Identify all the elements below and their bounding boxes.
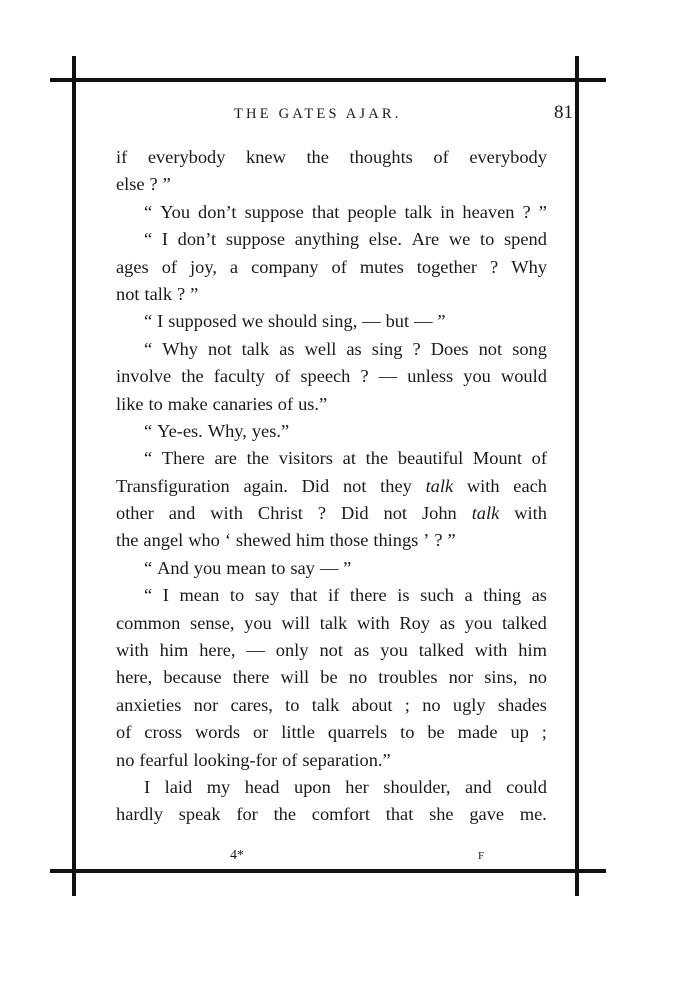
text-line: “ I don’t suppose anything else. Are we to spend — [144, 229, 547, 250]
text-line: “ And you mean to say — ” — [144, 557, 352, 578]
page-number: 81 — [554, 102, 573, 123]
right-rule — [575, 56, 579, 896]
body-text — [116, 144, 547, 829]
text-line: “ I mean to say that if there is such a thing as — [144, 585, 547, 606]
running-head — [74, 102, 579, 132]
text-line: if everybody knew the thoughts of everybody — [116, 147, 547, 167]
signature-letter: F — [478, 850, 485, 862]
text-line: “ Ye-es. Why, yes.” — [144, 420, 290, 441]
signature-mark: 4* — [230, 848, 244, 863]
text-line: the angel who ‘ shewed him those things ’ ? ” — [116, 530, 456, 551]
text-line: common sense, you will talk with Roy as you talked — [116, 612, 547, 633]
text-line: not talk ? ” — [116, 283, 199, 304]
running-title: THE GATES AJAR. — [234, 106, 402, 122]
text-line: ages of joy, a company of mutes together ? Why — [116, 256, 547, 277]
text-line: like to make canaries of us.” — [116, 393, 328, 414]
text-line: else ? ” — [116, 174, 171, 195]
text-line: here, because there will be no troubles nor sins, no — [116, 667, 547, 688]
text-line: anxieties nor cares, to talk about ; no ugly shades — [116, 694, 547, 715]
text-line: “ You don’t suppose that people talk in heaven ? ” — [144, 201, 547, 222]
text-line: of cross words or little quarrels to be made up ; — [116, 722, 547, 743]
text-line: I laid my head upon her shoulder, and could — [144, 776, 547, 797]
text-line: hardly speak for the comfort that she gave me. — [116, 804, 547, 825]
top-rule — [50, 78, 606, 82]
left-rule — [72, 56, 76, 896]
text-line: “ I supposed we should sing, — but — ” — [144, 311, 446, 332]
text-line: other and with Christ ? Did not John talk with — [116, 503, 547, 524]
text-line: involve the faculty of speech ? — unless you would — [116, 366, 547, 387]
text-line: with him here, — only not as you talked with him — [116, 640, 547, 661]
text-line: no fearful looking-for of separation.” — [116, 749, 391, 770]
text-line: “ There are the visitors at the beautiful Mount of — [144, 448, 547, 469]
text-line: “ Why not talk as well as sing ? Does not song — [144, 338, 547, 359]
signature-line — [74, 848, 579, 872]
text-line: Transfiguration again. Did not they talk with each — [116, 475, 547, 496]
